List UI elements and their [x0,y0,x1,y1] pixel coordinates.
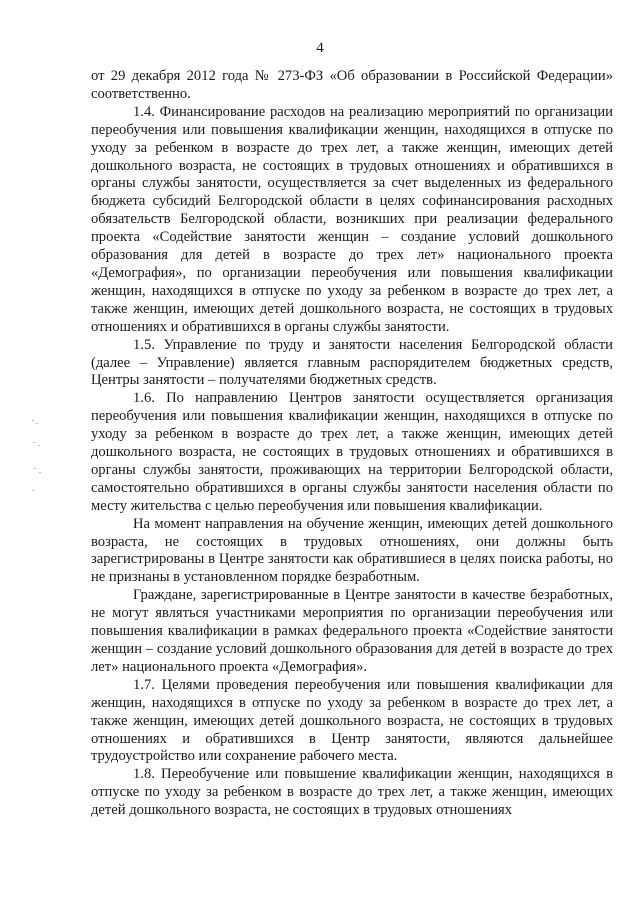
paragraph-continuation: от 29 декабря 2012 года № 273-ФЗ «Об образовании в Российской Федерации» соответственно. [91,68,613,102]
paragraph-1-6: 1.6. По направлению Центров занятости осуществляется организация переобучения или повышения квалификации женщин, находящихся в отпуске по уходу за ребенком в возрасте до трех лет, а также женщин, имеющих детей дошкольного возраста, не состоящих в трудовых отношениях и обратившихся в органы службы занятости, проживающих на территории Белгородской области, самостоятельно обратившихся в органы службы занятости населения области по месту жительства с целью переобучения или повышения квалификации. [91,390,613,514]
paragraph-1-7: 1.7. Целями проведения переобучения или повышения квалификации для женщин, находящихся в отпуске по уходу за ребенком в возрасте до трех лет, а также женщин, имеющих детей дошкольного возраста, не состоящих в трудовых отношениях и обратившихся в Центр занятости, являются дальнейшее трудоустройство или сохранение рабочего места. [91,676,613,765]
paragraph-1-5: 1.5. Управление по труду и занятости населения Белгородской области (далее – Управление) является главным распорядителем бюджетных средств, Центры занятости – получателями бюджетных средств. [91,336,613,389]
document-body [91,68,613,820]
paragraph-1-4: 1.4. Финансирование расходов на реализацию мероприятий по организации переобучения или повышения квалификации женщин, находящихся в отпуске по уходу за ребенком в возрасте до трех лет, а также женщин, имеющих детей дошкольного возраста, не состоящих в трудовых отношениях и обратившихся в органы службы занятости, осуществляется за счет выделенных из федерального бюджета субсидий Белгородской области в целях софинансирования расходных обязательств Белгородской области, возникших при реализации федерального проекта «Содействие занятости женщин – создание условий дошкольного образования для детей в возрасте до трех лет» национального проекта «Демография», по организации переобучения или повышения квалификации женщин, находящихся в отпуске по уходу за ребенком в возрасте до трех лет, а также женщин, имеющих детей дошкольного возраста, не состоящих в трудовых отношениях и обратившихся в органы службы занятости. [91,103,613,335]
paragraph-1-8: 1.8. Переобучение или повышение квалификации женщин, находящихся в отпуске по уходу за ребенком в возрасте до трех лет, а также женщин, имеющих детей дошкольного возраста, не состоящих в трудовых отношениях [91,766,613,819]
scan-artifact [30,420,44,500]
page-number: 4 [316,40,324,56]
paragraph-registration-requirement: На момент направления на обучение женщин, имеющих детей дошкольного возраста, не состоящих в трудовых отношениях, они должны быть зарегистрированы в Центре занятости как обратившиеся в целях поиска работы, но не признаны в установленном порядке безработным. [91,515,613,586]
paragraph-unemployed-exclusion: Граждане, зарегистрированные в Центре занятости в качестве безработных, не могут являться участниками мероприятия по организации переобучения или повышения квалификации в рамках федерального проекта «Содействие занятости женщин – создание условий дошкольного образования для детей в возрасте до трех лет» национального проекта «Демография». [91,587,613,675]
